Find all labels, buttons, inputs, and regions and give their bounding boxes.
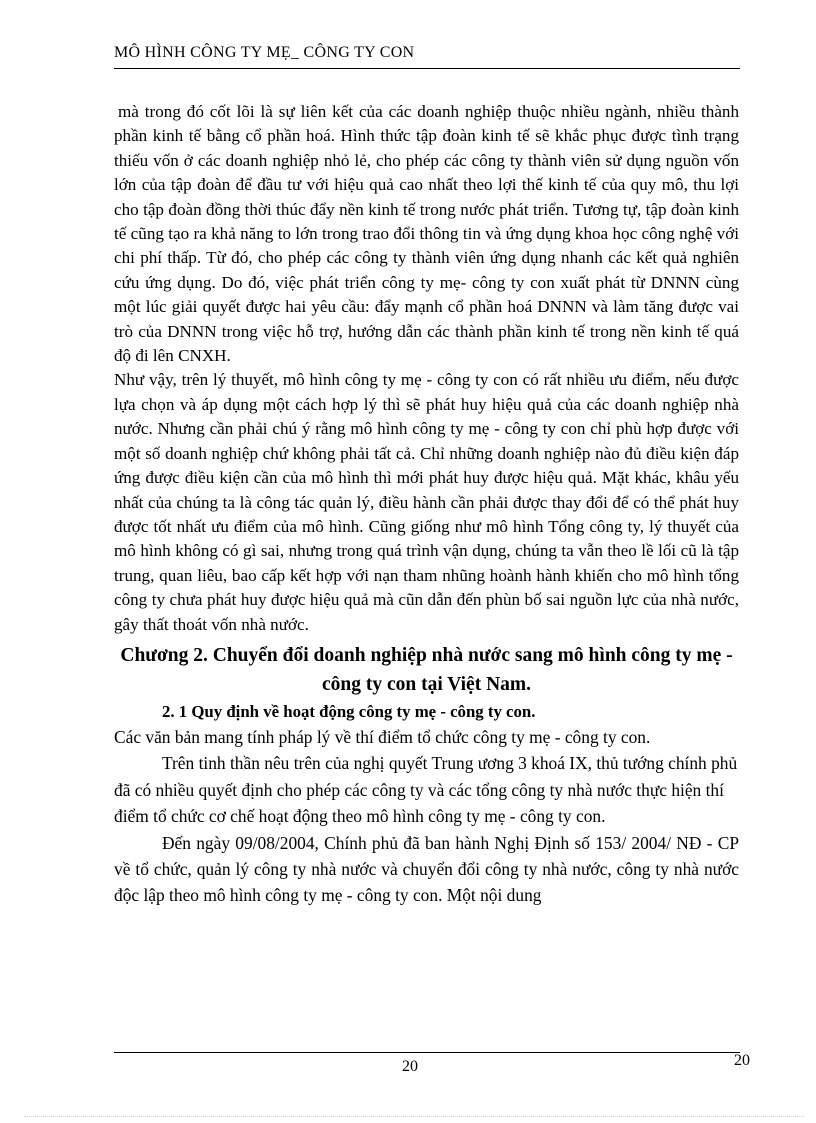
paragraph-theory-evaluation: Như vậy, trên lý thuyết, mô hình công ty mẹ - công ty con có rất nhiều ưu điểm, nếu được lựa chọn và áp dụng một cách hợp lý thì sẽ phát huy hiệu quả của các doanh nghiệp nhà nước. Nhưng cần phải chú ý rằng mô hình công ty mẹ - công ty con chỉ phù hợp được với một số doanh nghiệp chứ không phải tất cả. Chỉ những doanh nghiệp nào đủ điều kiện đáp ứng được điều kiện cần của mô hình thì mới phát huy được hiệu quả. Mặt khác, khâu yếu nhất của chúng ta là công tác quản lý, điều hành cần phải được thay đổi để có thể phát huy được tốt nhất ưu điểm của mô hình. Cũng giống như mô hình Tổng công ty, lý thuyết của mô hình không có gì sai, nhưng trong quá trình vận dụng, chúng ta vẫn theo lề lối cũ là tập trung, quan liêu, bao cấp kết hợp với nạn tham nhũng hoành hành khiến cho mô hình tổng công ty chưa phát huy được hiệu quả mà cũn dẫn đến phùn bố sai nguồn lực của nhà nước, gây thất thoát vốn nhà nước. bbox=[114, 370, 739, 634]
page-edge-divider bbox=[24, 1116, 804, 1117]
paragraph-intro-continuation: mà trong đó cốt lõi là sự liên kết của các doanh nghiệp thuộc nhiều ngành, nhiều thành phần kinh tế bằng cổ phần hoá. Hình thức tập đoàn kinh tế sẽ khắc phục được tình trạng thiếu vốn ở các doanh nghiệp nhỏ lẻ, cho phép các công ty thành viên sử dụng nguồn vốn lớn của tập đoàn để đầu tư với hiệu quả cao nhất theo lợi thế kinh tế của quy mô, thu lợi cho tập đoàn đồng thời thúc đẩy nền kinh tế trong nước phát triển. Tương tự, tập đoàn kinh tế cũng tạo ra khả năng to lớn trong trao đổi thông tin và ứng dụng khoa học công nghệ với chi phí thấp. Từ đó, cho phép các công ty thành viên ứng dụng nhanh các kết quả nghiên cứu ứng dụng. Do đó, việc phát triển công ty mẹ- công ty con xuất phát từ DNNN cùng một lúc giải quyết được hai yêu cầu: đẩy mạnh cổ phần hoá DNNN và làm tăng được vai trò của DNNN trong việc hỗ trợ, hướng dẫn các thành phần kinh tế trong nền kinh tế quá độ đi lên CNXH. bbox=[114, 102, 739, 366]
paragraph-legal-documents: Các văn bản mang tính pháp lý về thí điểm tổ chức công ty mẹ - công ty con. bbox=[114, 726, 651, 747]
chapter-heading: Chương 2. Chuyển đổi doanh nghiệp nhà nước sang mô hình công ty mẹ - công ty con tại Việt Nam. bbox=[120, 644, 733, 695]
paragraph-resolution: Trên tinh thần nêu trên của nghị quyết Trung ương 3 khoá IX, thủ tướng chính phủ đã có nhiều quyết định cho phép các công ty và các tổng công ty nhà nước thực hiện thí điểm tổ chức cơ chế hoạt động theo mô hình công ty mẹ - công ty con. bbox=[114, 753, 738, 827]
page-number-right: 20 bbox=[734, 1052, 750, 1069]
footer-rule bbox=[114, 1052, 740, 1053]
page-number-center: 20 bbox=[402, 1058, 418, 1075]
header-rule bbox=[114, 68, 740, 69]
paragraph-decree: Đến ngày 09/08/2004, Chính phủ đã ban hành Nghị Định số 153/ 2004/ NĐ - CP về tổ chức, quản lý công ty nhà nước và chuyển đổi công ty nhà nước, công ty nhà nước độc lập theo mô hình công ty mẹ - công ty con. Một nội dung bbox=[114, 832, 739, 906]
section-heading: 2. 1 Quy định về hoạt động công ty mẹ - công ty con. bbox=[162, 701, 536, 721]
running-header: MÔ HÌNH CÔNG TY MẸ_ CÔNG TY CON bbox=[114, 44, 415, 61]
document-body bbox=[114, 100, 739, 909]
